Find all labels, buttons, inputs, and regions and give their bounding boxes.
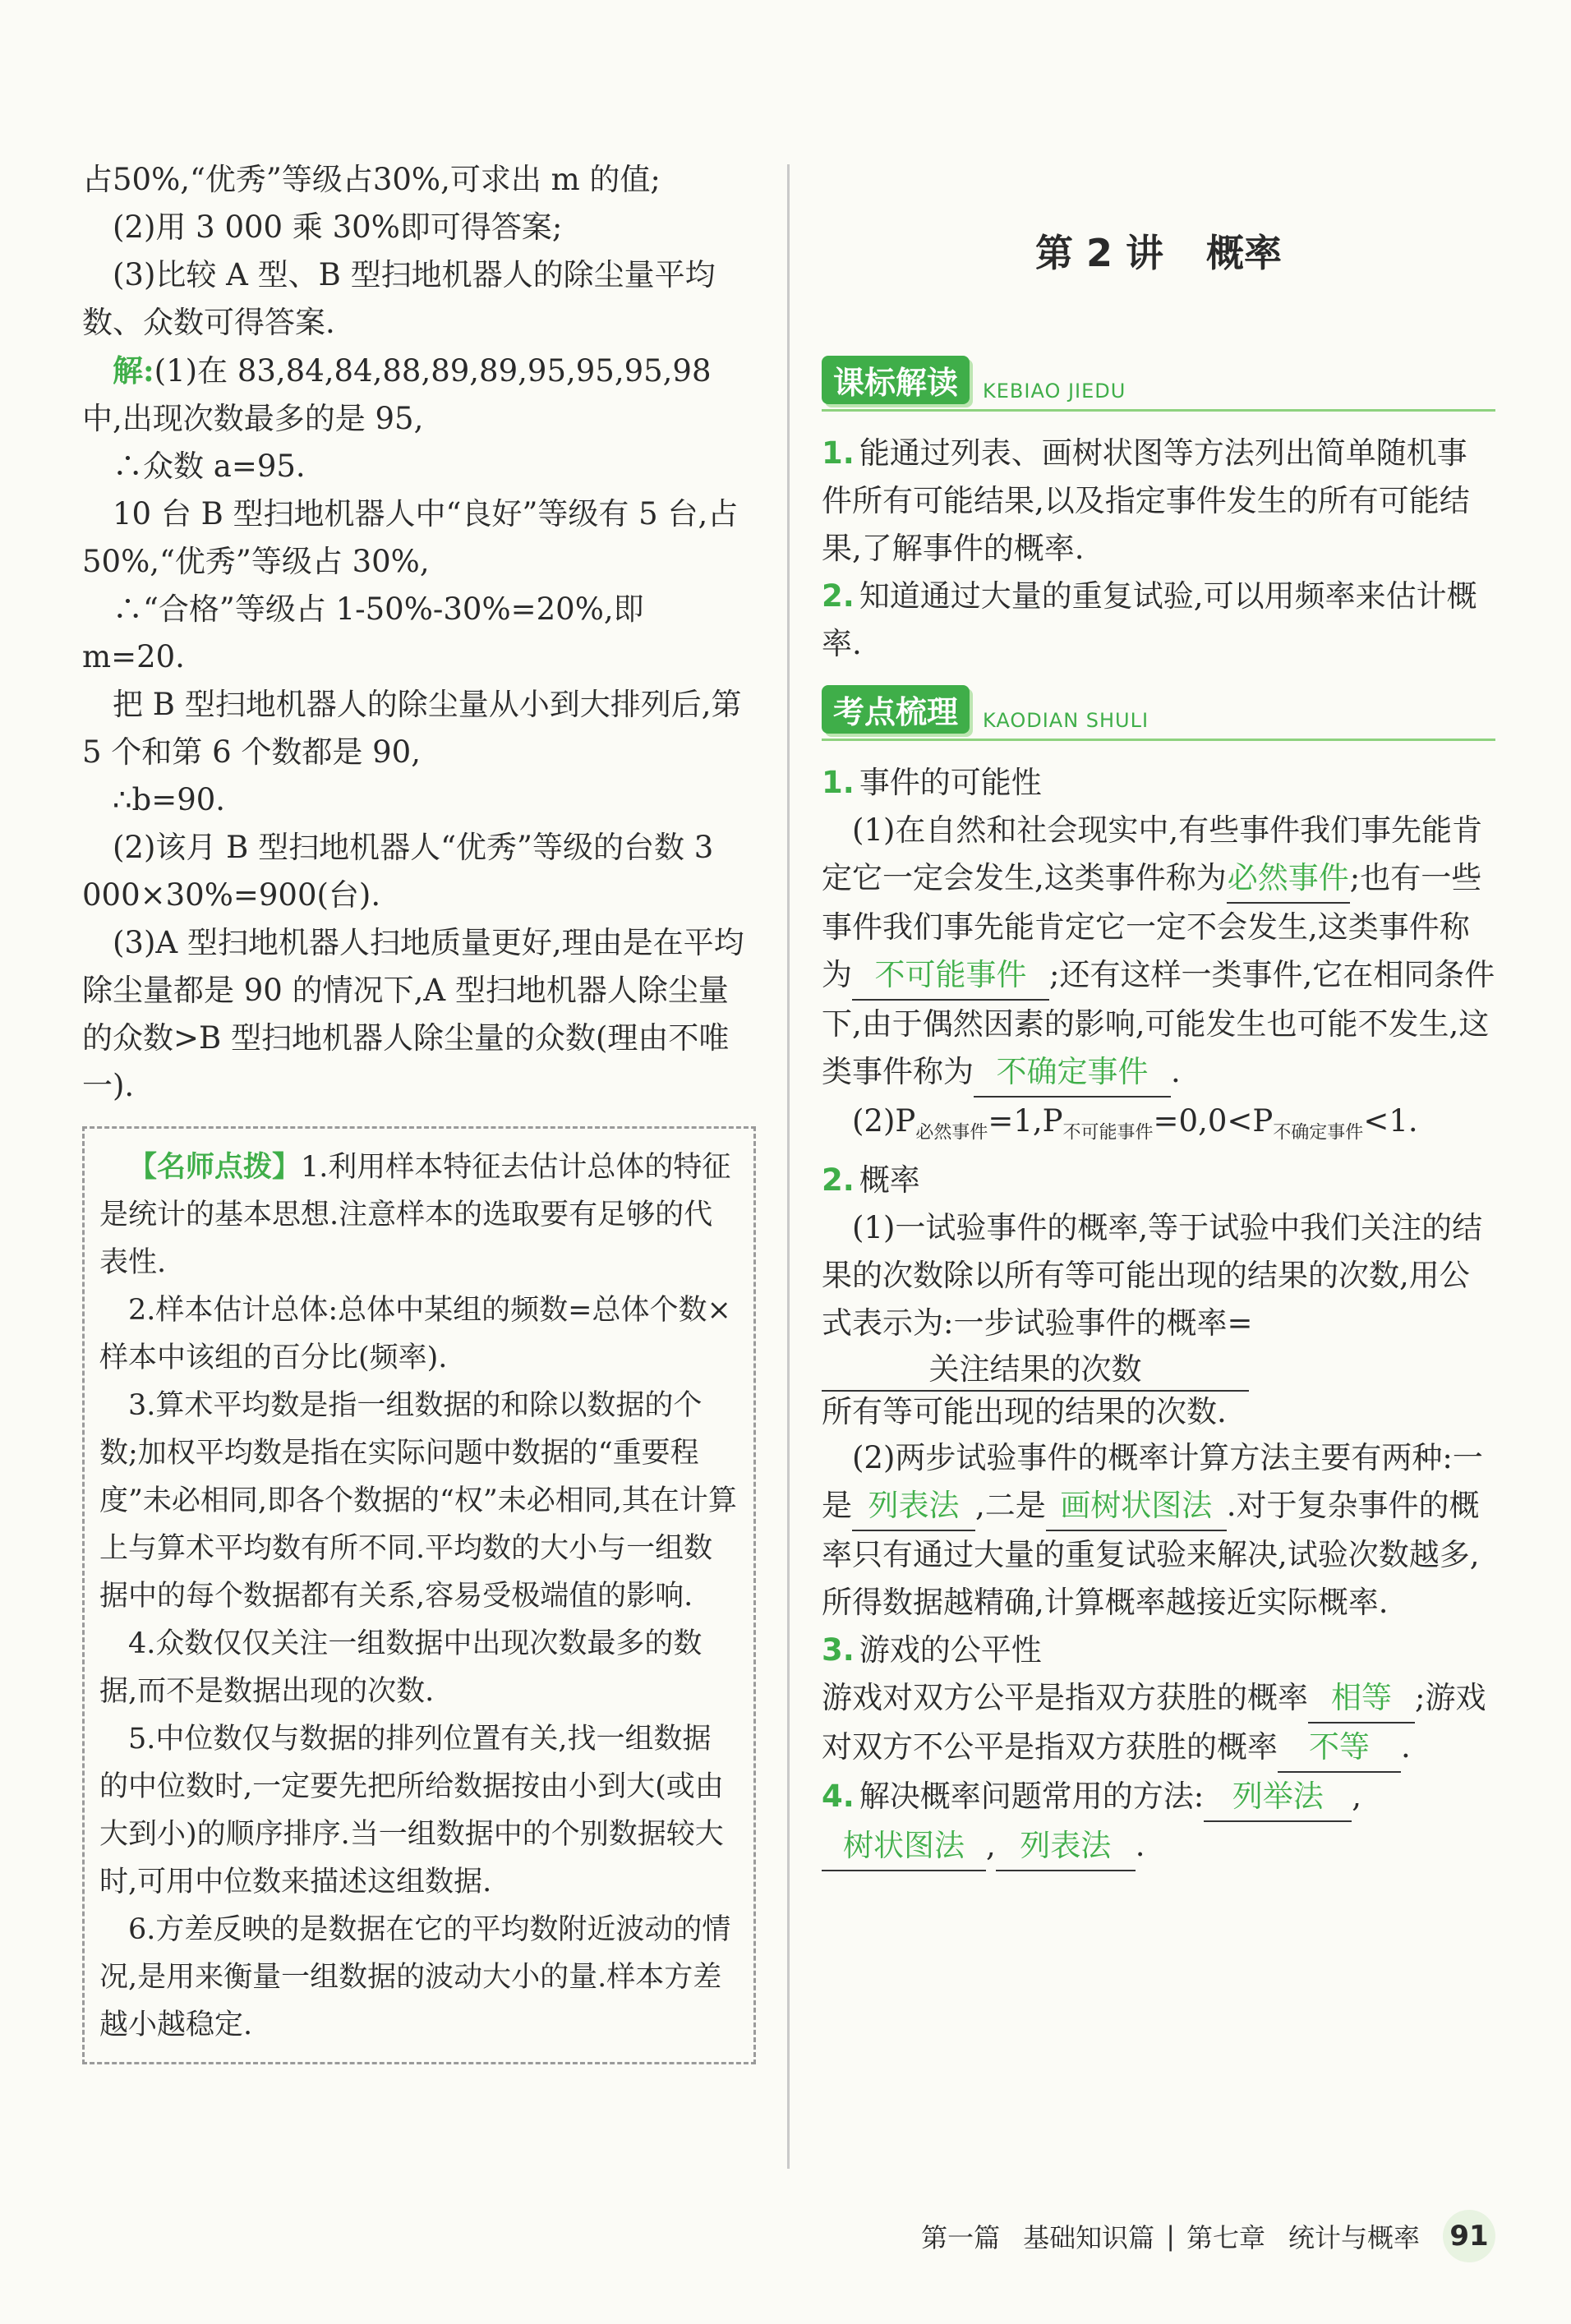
- solution-line: ∴b=90.: [113, 782, 226, 817]
- probability-formula: 关注结果的次数 所有等可能出现的结果的次数.: [822, 1349, 1495, 1433]
- solution-line: (3)A 型扫地机器人扫地质量更好,理由是在平均除尘量都是 90 的情况下,A 型扫地机器人除尘量的众数>B 型扫地机器人除尘量的众数(理由不唯一).: [82, 925, 744, 1103]
- answer-blank: 列表法: [852, 1482, 975, 1531]
- tip-label: 【名师点拨】: [128, 1150, 302, 1184]
- answer-blank: 列举法: [1204, 1773, 1352, 1822]
- key-point-text: (1)在自然和社会现实中,有些事件我们事先能肯定它一定会发生,这类事件称为必然事件;也有一些事件我们事先能肯定它一定不会发生,这类事件称为 不可能事件 ;还有这样一类事件,它在相同条件下,由于偶然因素的影响,可能发生也可能不发生,这类事件称为 不确定事件 .: [822, 807, 1495, 1098]
- key-point-text: (1)一试验事件的概率,等于试验中我们关注的结果的次数除以所有等可能出现的结果的次数,用公式表示为:一步试验事件的概率=: [822, 1210, 1483, 1341]
- key-point-text: 游戏对双方公平是指双方获胜的概率 相等 ;游戏对双方不公平是指双方获胜的概率 不等 .: [822, 1674, 1495, 1773]
- lecture-topic: 概率: [1206, 231, 1283, 275]
- formula-denominator: 所有等可能出现的结果的次数: [822, 1394, 1217, 1430]
- answer-blank: 树状图法: [822, 1822, 986, 1871]
- footer-chapter-title: 统计与概率: [1288, 2222, 1420, 2253]
- section-badge: 课标解读: [822, 356, 970, 404]
- key-point-text: (2)两步试验事件的概率计算方法主要有两种:一是 列表法 ,二是 画树状图法 .对于复杂事件的概率只有通过大量的重复试验来解决,试验次数越多,所得数据越精确,计算概率越接近实际概率.: [822, 1440, 1483, 1621]
- answer-blank: 列表法: [996, 1822, 1136, 1871]
- analysis-line: (3)比较 A 型、B 型扫地机器人的除尘量平均数、众数可得答案.: [82, 257, 716, 340]
- answer-blank: 不等: [1278, 1723, 1401, 1773]
- answer-blank: 必然事件: [1227, 854, 1350, 904]
- key-point-heading: 2. 概率: [822, 1162, 920, 1199]
- solution-line: ∴“合格”等级占 1-50%-30%=20%,即 m=20.: [82, 591, 644, 674]
- key-point-heading: 3. 游戏的公平性: [822, 1632, 1042, 1668]
- footer-separator: |: [1166, 2220, 1175, 2252]
- section-badge-pinyin: KAODIAN SHULI: [983, 709, 1149, 732]
- page-number: 91: [1443, 2210, 1495, 2262]
- answer-blank: 画树状图法: [1046, 1482, 1227, 1531]
- column-divider: [787, 164, 790, 2169]
- section-badge-pinyin: KEBIAO JIEDU: [983, 380, 1126, 403]
- formula-numerator: 关注结果的次数: [822, 1349, 1249, 1392]
- answer-blank: 不确定事件: [974, 1048, 1171, 1098]
- key-point-heading: 1. 事件的可能性: [822, 765, 1042, 800]
- solution-line: (2)该月 B 型扫地机器人“优秀”等级的台数 3 000×30%=900(台).: [82, 830, 714, 913]
- right-column: [822, 156, 1495, 1871]
- answer-blank: 相等: [1308, 1674, 1415, 1723]
- answer-blank: 不可能事件: [852, 951, 1049, 1001]
- tip-item: 2.样本估计总体:总体中某组的频数=总体个数×样本中该组的百分比(频率).: [99, 1294, 731, 1374]
- tip-item: 3.算术平均数是指一组数据的和除以数据的个数;加权平均数是指在实际问题中数据的“重要程度”未必相同,即各个数据的“权”未必相同,其在计算上与算术平均数有所不同.平均数的大小与一组数据中的每个数据都有关系,容易受极端值的影响.: [99, 1389, 737, 1613]
- page-footer: [805, 2210, 1495, 2262]
- solution-line: ∴众数 a=95.: [113, 449, 306, 484]
- probability-range: $(2)P_{必然事件}=1,P_{不可能事件}=0,0<P_{不确定事件}<1$.: [852, 1103, 1418, 1144]
- section-badge: 考点梳理: [822, 685, 970, 734]
- key-point-heading: 4. 解决概率问题常用的方法: 列举法 ,树状图法 , 列表法 .: [822, 1773, 1495, 1871]
- tip-item: 4.众数仅仅关注一组数据中出现次数最多的数据,而不是数据出现的次数.: [99, 1627, 703, 1708]
- section-header-curriculum: [822, 355, 1495, 412]
- solution-line: 解:(1)在 83,84,84,88,89,89,95,95,95,98 中,出现次数最多的是 95,: [82, 352, 712, 436]
- curriculum-item: 1. 能通过列表、画树状图等方法列出简单随机事件所有可能结果,以及指定事件发生的所有可能结果,了解事件的概率.: [822, 435, 1470, 566]
- tip-item: 【名师点拨】1.利用样本特征去估计总体的特征是统计的基本思想.注意样本的选取要有足够的代表性.: [99, 1150, 731, 1279]
- lecture-number: 第 2 讲: [1034, 231, 1164, 275]
- teacher-tip-box: [82, 1126, 756, 2064]
- footer-part: 第一篇: [921, 2222, 1001, 2253]
- analysis-line: (2)用 3 000 乘 30%即可得答案;: [113, 209, 563, 245]
- footer-section: 基础知识篇: [1023, 2222, 1155, 2253]
- left-column: [82, 156, 756, 2064]
- solution-line: 把 B 型扫地机器人的除尘量从小到大排列后,第 5 个和第 6 个数都是 90,: [82, 687, 742, 770]
- solution-label: 解:: [113, 352, 154, 389]
- solution-line: 10 台 B 型扫地机器人中“良好”等级有 5 台,占 50%,“优秀”等级占 30%,: [82, 496, 739, 579]
- section-header-key-points: [822, 684, 1495, 741]
- curriculum-item: 2. 知道通过大量的重复试验,可以用频率来估计概率.: [822, 578, 1477, 661]
- tip-item: 5.中位数仅与数据的排列位置有关,找一组数据的中位数时,一定要先把所给数据按由小到大(或由大到小)的顺序排序.当一组数据中的个别数据较大时,可用中位数来描述这组数据.: [99, 1723, 724, 1898]
- analysis-line: 占50%,“优秀”等级占30%,可求出 m 的值;: [82, 162, 661, 197]
- lecture-title: [822, 223, 1495, 278]
- tip-item: 6.方差反映的是数据在它的平均数附近波动的情况,是用来衡量一组数据的波动大小的量.样本方差越小越稳定.: [99, 1913, 731, 2041]
- footer-chapter: 第七章: [1186, 2222, 1265, 2253]
